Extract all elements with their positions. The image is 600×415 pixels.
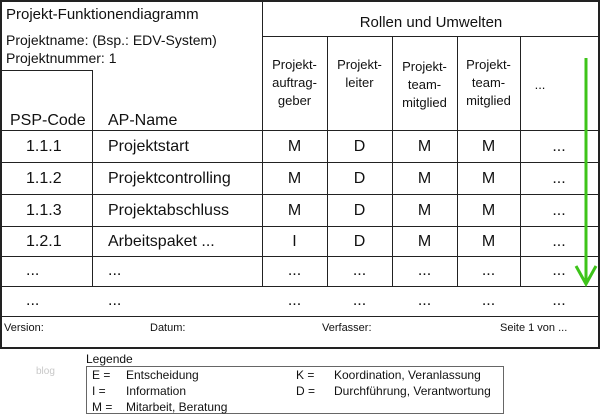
- legend-value: Entscheidung: [126, 368, 199, 382]
- row-cell: ...: [352, 262, 367, 279]
- project-number: Projektnummer: 1: [6, 50, 117, 66]
- legend-key: E =: [92, 368, 111, 382]
- row-name: ...: [108, 292, 122, 309]
- row-code: ...: [26, 292, 40, 309]
- row-name: Arbeitspaket ...: [108, 233, 215, 250]
- row-cell: M: [417, 170, 432, 187]
- row-cell: M: [287, 170, 302, 187]
- row-cell: D: [353, 202, 366, 219]
- row-cell: ...: [552, 292, 566, 309]
- roles-title: Rollen und Umwelten: [359, 14, 503, 31]
- row-cell: ...: [552, 262, 566, 279]
- row-name: Projektcontrolling: [108, 170, 231, 187]
- column-header-teammitglied-1: Projekt- team- mitglied: [402, 59, 447, 110]
- row-cell: M: [481, 233, 496, 250]
- row-cell: ...: [417, 262, 432, 279]
- column-header-ap-name: AP-Name: [108, 112, 178, 129]
- legend-value: Koordination, Veranlassung: [334, 368, 481, 382]
- footer-verfasser: Verfasser:: [322, 322, 372, 334]
- row-cell: M: [417, 233, 432, 250]
- footer-datum: Datum:: [150, 322, 186, 334]
- row-cell: M: [287, 138, 302, 155]
- legend-value: Durchführung, Verantwortung: [334, 384, 491, 398]
- row-code: 1.1.3: [26, 202, 62, 219]
- row-cell: D: [353, 233, 366, 250]
- legend-value: Mitarbeit, Beratung: [126, 400, 228, 414]
- row-name: ...: [108, 262, 122, 279]
- row-cell: ...: [287, 262, 302, 279]
- row-name: Projektabschluss: [108, 202, 229, 219]
- row-code: 1.1.1: [26, 138, 62, 155]
- row-cell: D: [353, 170, 366, 187]
- row-cell: ...: [552, 138, 566, 155]
- legend-key: D =: [296, 384, 316, 398]
- row-cell: M: [481, 138, 496, 155]
- row-cell: ...: [481, 292, 496, 309]
- row-code: 1.2.1: [26, 233, 62, 250]
- row-cell: M: [417, 202, 432, 219]
- row-cell: ...: [287, 292, 302, 309]
- down-arrow-icon: [572, 58, 600, 290]
- legend-key: M =: [92, 400, 113, 414]
- row-cell: M: [481, 202, 496, 219]
- column-header-teammitglied-2: Projekt- team- mitglied: [466, 57, 511, 108]
- footer-version: Version:: [4, 322, 44, 334]
- legend-title: Legende: [86, 352, 133, 366]
- watermark-text: blog: [36, 366, 55, 377]
- column-header-leiter: Projekt- leiter: [337, 57, 382, 90]
- row-cell: M: [287, 202, 302, 219]
- column-header-psp-code: PSP-Code: [10, 112, 86, 129]
- legend-key: I =: [92, 384, 106, 398]
- column-header-more: ...: [534, 77, 546, 92]
- row-code: ...: [26, 262, 40, 279]
- row-cell: ...: [352, 292, 367, 309]
- row-cell: I: [292, 233, 297, 250]
- row-name: Projektstart: [108, 138, 189, 155]
- legend-value: Information: [126, 384, 187, 398]
- project-name: Projektname: (Bsp.: EDV-System): [6, 32, 217, 48]
- page-title: Projekt-Funktionendiagramm: [6, 6, 199, 23]
- row-cell: ...: [552, 202, 566, 219]
- row-cell: ...: [552, 170, 566, 187]
- row-cell: ...: [552, 233, 566, 250]
- row-cell: M: [481, 170, 496, 187]
- row-cell: M: [417, 138, 432, 155]
- row-cell: D: [353, 138, 366, 155]
- footer-seite: Seite 1 von ...: [500, 322, 568, 334]
- row-code: 1.1.2: [26, 170, 62, 187]
- row-cell: ...: [481, 262, 496, 279]
- row-cell: ...: [417, 292, 432, 309]
- legend-key: K =: [296, 368, 315, 382]
- column-header-auftraggeber: Projekt- auftrag- geber: [272, 57, 317, 108]
